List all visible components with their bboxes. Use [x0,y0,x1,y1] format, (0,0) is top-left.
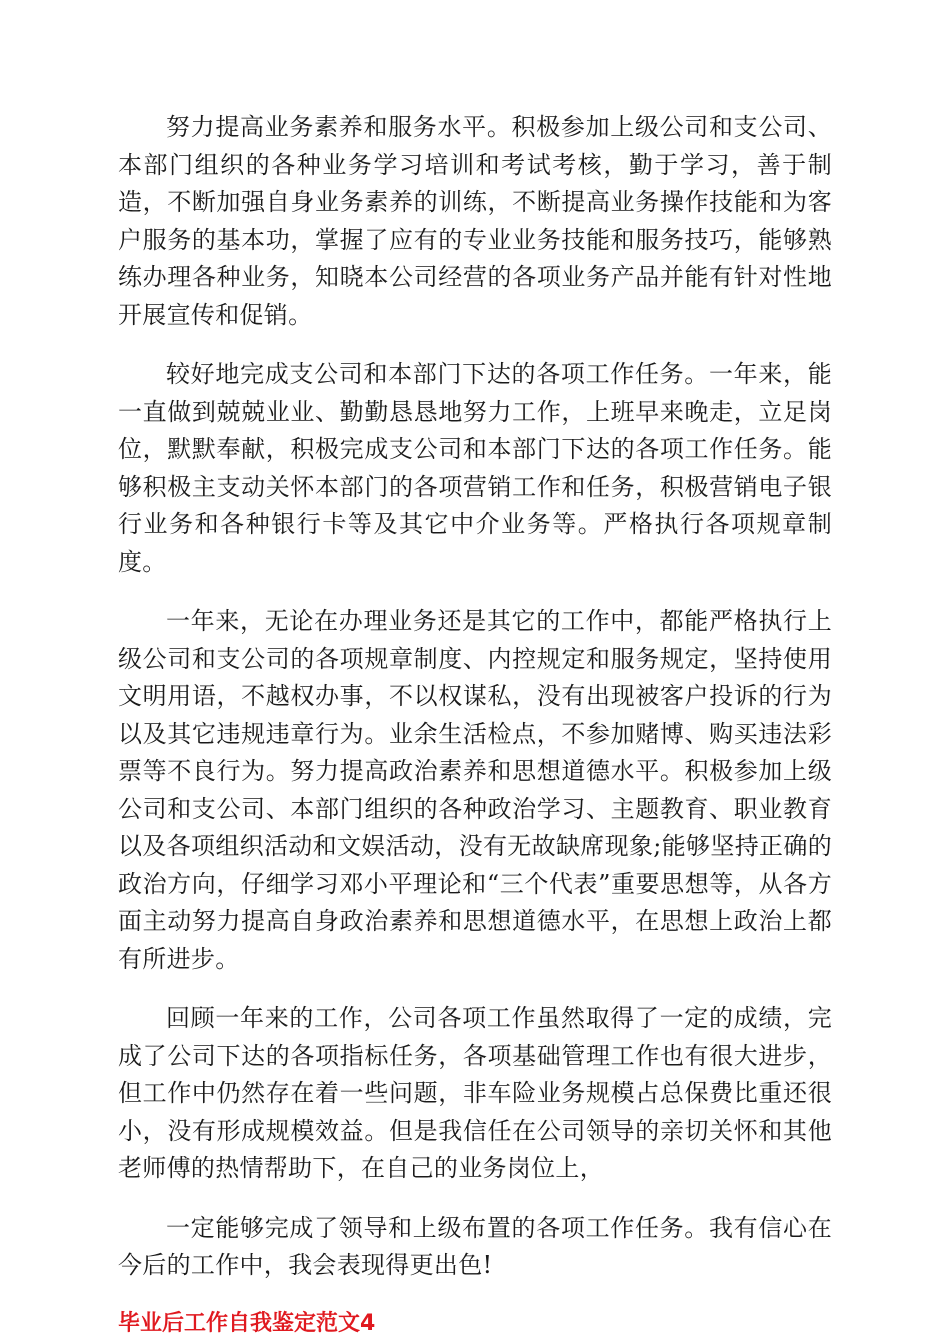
paragraph-3: 一年来，无论在办理业务还是其它的工作中，都能严格执行上级公司和支公司的各项规章制度、内控规定和服务规定，坚持使用文明用语，不越权办事，不以权谋私，没有出现被客户投诉的行为以及其它违规违章行为。业余生活检点，不参加赌博、购买违法彩票等不良行为。努力提高政治素养和思想道德水平。积极参加上级公司和支公司、本部门组织的各种政治学习、主题教育、职业教育以及各项组织活动和文娱活动，没有无故缺席现象;能够坚持正确的政治方向，仔细学习邓小平理论和“三个代表”重要思想等，从各方面主动努力提高自身政治素养和思想道德水平，在思想上政治上都有所进步。 [118,607,832,973]
paragraph-4: 回顾一年来的工作，公司各项工作虽然取得了一定的成绩，完成了公司下达的各项指标任务，各项基础管理工作也有很大进步，但工作中仍然存在着一些问题，非车险业务规模占总保费比重还很小，没有形成规模效益。但是我信任在公司领导的亲切关怀和其他老师傅的热情帮助下，在自己的业务岗位上， [118,1004,832,1182]
section-heading: 毕业后工作自我鉴定范文4 [118,1310,376,1336]
paragraph-1: 努力提高业务素养和服务水平。积极参加上级公司和支公司、本部门组织的各种业务学习培训和考试考核，勤于学习，善于制造，不断加强自身业务素养的训练，不断提高业务操作技能和为客户服务的基本功，掌握了应有的专业业务技能和服务技巧，能够熟练办理各种业务，知晓本公司经营的各项业务产品并能有针对性地开展宣传和促销。 [118,113,832,329]
paragraph-2: 较好地完成支公司和本部门下达的各项工作任务。一年来，能一直做到兢兢业业、勤勤恳恳地努力工作，上班早来晚走，立足岗位，默默奉献，积极完成支公司和本部门下达的各项工作任务。能够积极主支动关怀本部门的各项营销工作和任务，积极营销电子银行业务和各种银行卡等及其它中介业务等。严格执行各项规章制度。 [118,360,832,576]
paragraph-5: 一定能够完成了领导和上级布置的各项工作任务。我有信心在今后的工作中，我会表现得更出色! [118,1213,832,1279]
document-body [118,109,832,1341]
